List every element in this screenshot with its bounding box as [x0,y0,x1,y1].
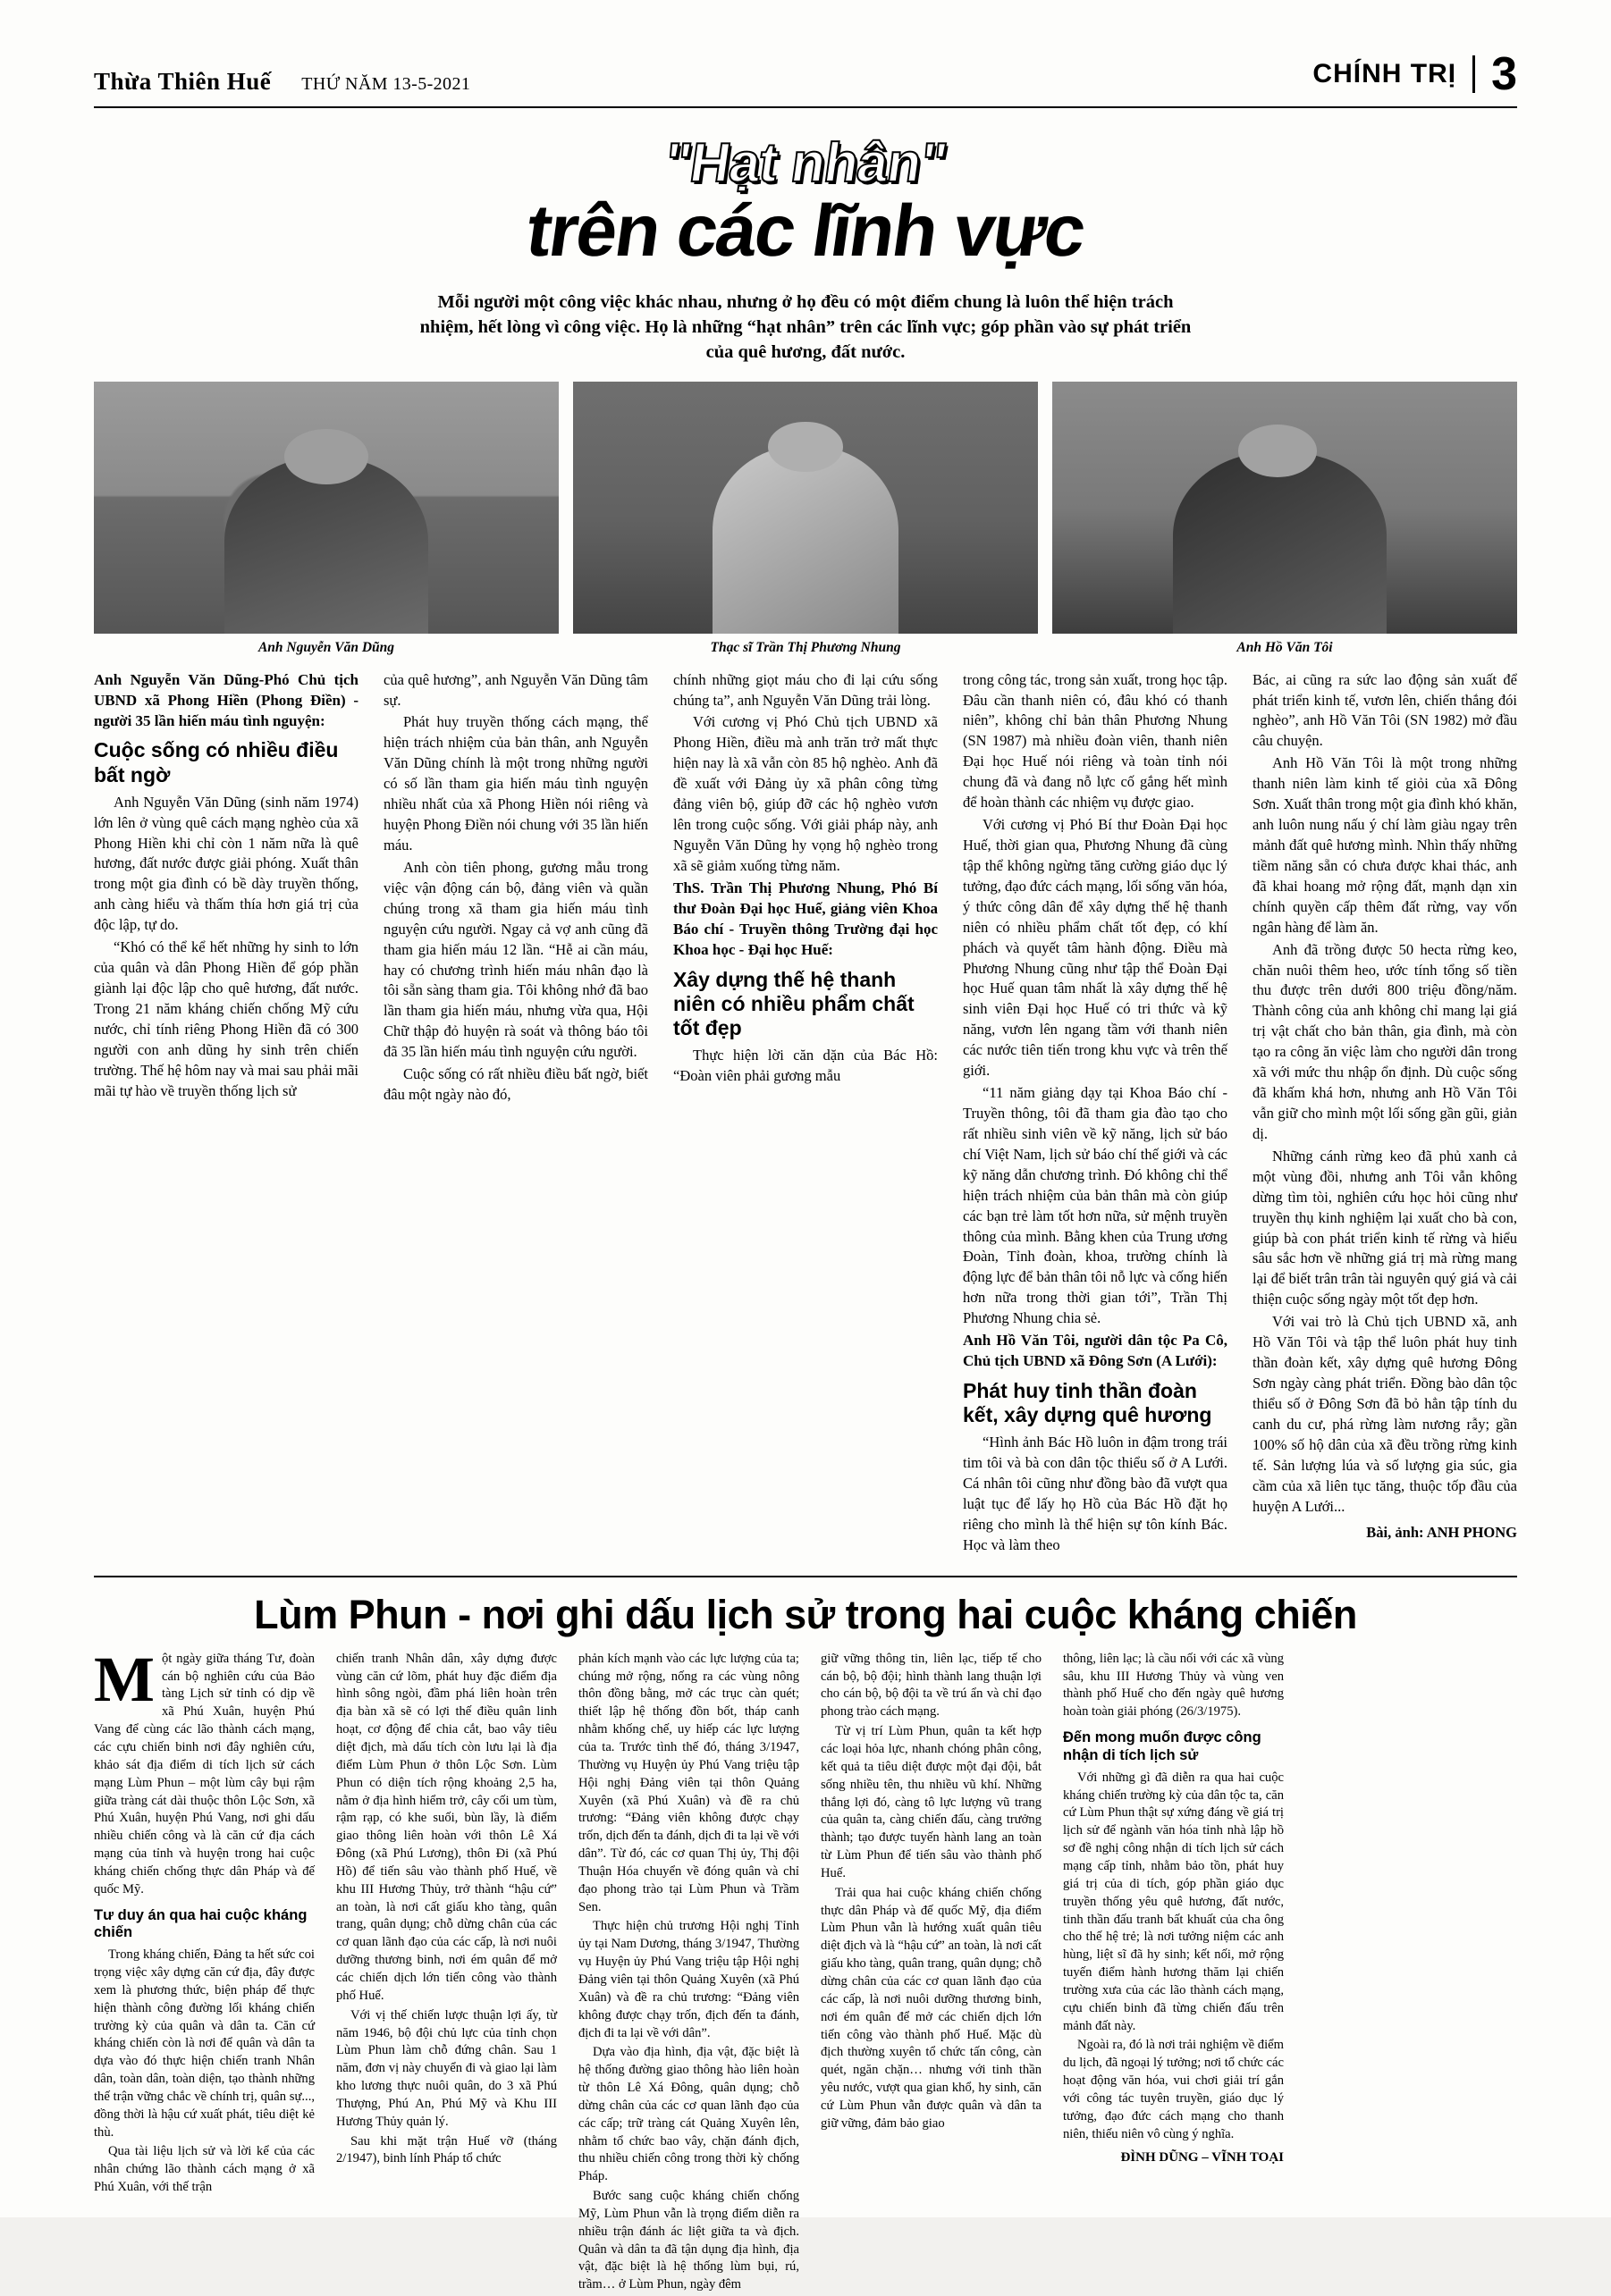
body-paragraph: Anh Nguyễn Văn Dũng (sinh năm 1974) lớn lên ở vùng quê cách mạng nghèo của xã Phong Hiền khi chỉ còn 1 năm nữa là quê hương, đất nước được giải phóng. Xuất thân trong một gia đình có bề dày truyền thống, anh càng hiểu và thấm thía hơn giá trị của độc lập, tự do. [94,793,358,934]
photo-caption: Anh Nguyễn Văn Dũng [257,639,395,655]
paper-name: Thừa Thiên Huế [94,67,272,95]
article1-columns [94,670,1517,1558]
photo-caption: Thạc sĩ Trần Thị Phương Nhung [710,639,901,655]
body-paragraph: Anh đã trồng được 50 hecta rừng keo, chăn nuôi thêm heo, ước tính tổng số tiền thu được trên dưới 800 triệu đồng/năm. Thành công của anh không chỉ mang lại giá trị vật chất cho bản thân, gia đình, mà còn tạo ra công ăn việc làm cho người dân trong xã với mức thu nhập ổn định. Dù cuộc sống đã khấm khá hơn, nhưng anh Hồ Văn Tôi vẫn giữ cho mình một lối sống gần gũi, giản dị. [1253,940,1517,1142]
body-paragraph: chiến tranh Nhân dân, xây dựng được vùng căn cứ lõm, phát huy đặc điểm địa hình sông ngòi, đầm phá liên hoàn trên địa bàn xã sẽ có lợi thế điều quân linh hoạt, cơ động để chia cắt, bao vây tiêu diệt địch, mà dấu tích còn lưu lại là địa điểm Lùm Phun ở thôn Lộc Sơn. Lùm Phun có diện tích rộng khoảng 2,5 ha, nằm ở địa hình hiểm trở, cây cối um tùm, rậm rạp, có khe suối, bùn lầy, là điểm giao thông liên hoàn với thôn Lê Xá Đông (xã Phú Lương), thôn Đi (xã Phú Hồ) để tiến sâu vào thành phố Huế, về khu III Hương Thủy, trở thành “hậu cứ” an toàn, là nơi cất giấu kho tàng, quân trang, quân dụng; chỗ dừng chân của các cơ quan lãnh đạo của các cấp, là nơi nuôi dưỡng thương binh, nơi ém quân để mở các chiến dịch lớn tiến công vào thành phố Huế. [336,1651,557,2003]
body-paragraph: Anh còn tiên phong, gương mẫu trong việc vận động cán bộ, đảng viên và quần chúng trong xã tham gia hiến máu tình nguyện cứu người. Ngay cả vợ anh cũng đã tham gia hiến máu 12 lần. “Hễ ai cần máu, hay có chương trình hiến máu nhân đạo là tôi sẵn sàng tham gia. Tôi không nhớ đã bao lần tham gia hiến máu, nhưng vừa qua, Hội Chữ thập đỏ huyện rà soát và thông báo tôi đã 35 lần hiến máu tình nguyện cứu người. [384,858,648,1061]
article-divider [94,1576,1517,1577]
section-title: CHÍNH TRỊ [1312,59,1457,89]
photo-tran-thi-phuong-nhung [573,382,1038,634]
body-paragraph: thông, liên lạc; là cầu nối với các xã vùng sâu, khu III Hương Thủy và vùng ven thành phố Huế cho đến ngày quê hương hoàn toàn giải phóng (26/3/1975). [1063,1651,1284,1720]
photo-item [573,382,1038,656]
article-hat-nhan [94,131,1517,1558]
drop-cap: M [94,1643,155,1715]
body-paragraph: “Khó có thể kể hết những hy sinh to lớn của quân và dân Phong Hiền để góp phần giành lại độc lập cho quê hương, đất nước. Trong 21 năm kháng chiến chống Mỹ cứu nước, chỉ tính riêng Phong Hiền đã có 300 người con anh dũng hy sinh trên chiến trường. Thế hệ hôm nay và mai sau phải mãi mãi tự hào về truyền thống lịch sử [94,938,358,1099]
body-paragraph: chính những giọt máu cho đi lại cứu sống chúng ta”, anh Nguyễn Văn Dũng trải lòng. [673,670,938,709]
body-paragraph: Từ vị trí Lùm Phun, quân ta kết hợp các loại hỏa lực, nhanh chóng phân công, kết quả ta tiêu diệt được một đại đội, bắt sống nhiều tên, thu nhiều vũ khí. Những thắng lợi đó, càng tô lực lượng vũ trang của quân ta, càng chiến đấu, càng trưởng thành; tạo được tuyến hành lang an toàn từ Lùm Phun để tiến sâu vào thành phố Huế. [821,1724,1042,1880]
interviewee-intro: Anh Nguyễn Văn Dũng-Phó Chủ tịch UBND xã Phong Hiền (Phong Điền) - người 35 lần hiến máu tình nguyện: [94,670,358,729]
article2-column-2 [336,1651,557,2296]
page-number: 3 [1491,48,1517,100]
photo-item [94,382,559,656]
body-paragraph: Với vai trò là Chủ tịch UBND xã, anh Hồ Văn Tôi và tập thể luôn phát huy tinh thần đoàn kết, xây dựng quê hương Đông Sơn ngày càng phát triển. Đồng bào dân tộc thiểu số ở Đông Sơn đã bỏ hẳn tập tính du canh du cư, phá rừng làm nương rẫy; gần 100% số hộ dân của xã đều trồng rừng kinh tế. Sản lượng lúa và số lượng gia súc, gia cầm của xã liên tục tăng, thuộc tốp đầu của huyện A Lưới... [1253,1313,1517,1515]
body-paragraph: Bác, ai cũng ra sức lao động sản xuất để phát triển kinh tế, vươn lên, chiến thắng đói nghèo”, anh Hồ Văn Tôi (SN 1982) mở đầu câu chuyện. [1253,670,1517,750]
article1-column-5 [1253,670,1517,1558]
photo-item [1052,382,1517,656]
article1-byline: Bài, ảnh: ANH PHONG [1366,1524,1517,1542]
body-paragraph: “11 năm giảng dạy tại Khoa Báo chí - Truyền thông, tôi đã tham gia đào tạo cho rất nhiều sinh viên về kỹ năng, lịch sử báo chí Việt Nam, lịch sử báo chí thế giới và các kỹ năng dẫn chương trình. Đó không chỉ thể hiện trách nhiệm của bản thân mà còn giúp các bạn trẻ làm tốt hơn nữa, sử mệnh truyền thông của mình. Bằng khen của Trung ương Đoàn, Tỉnh đoàn, khoa, trường chính là động lực để bản thân tôi nỗ lực và cống hiến hơn nữa trong thời gian tới”, Trần Thị Phương Nhung chia sẻ. [963,1084,1227,1327]
body-paragraph: Dựa vào địa hình, địa vật, đặc biệt là hệ thống đường giao thông hào liên hoàn từ thôn Lê Xá Đông, quân dụng; chỗ dừng chân của các cơ quan lãnh đạo của các cấp; trữ tràng cát Quảng Xuyên lên, nhằm tổ chức bao vây, chặn đánh địch, thu nhiều chiến công trong thời kỳ chống Pháp. [578,2045,799,2184]
body-paragraph: Những cánh rừng keo đã phủ xanh cả một vùng đồi, nhưng anh Tôi vẫn không dừng tìm tòi, nghiên cứu học hỏi cũng như truyền thụ kinh nghiệm lại xuất cho bà con, giúp bà con phát triển kinh tế rừng và hiểu sâu sắc hơn về những giá trị mà rừng mang lại để biết trân trân tài nguyên quý giá và cải thiện cuộc sống ngày một tốt đẹp hơn. [1253,1147,1517,1308]
photo-nguyen-van-dung [94,382,559,634]
article1-subhead-2: Xây dựng thế hệ thanh niên có nhiều phẩm chất tốt đẹp [673,967,915,1039]
article2-column-4 [821,1651,1042,2296]
masthead [94,48,1517,101]
interviewee-intro: ThS. Trần Thị Phương Nhung, Phó Bí thư Đoàn Đại học Huế, giảng viên Khoa Báo chí - Truyền thông Trường đại học Khoa học - Đại học Huế: [673,879,938,958]
masthead-divider [1472,55,1475,93]
body-paragraph: Qua tài liệu lịch sử và lời kể của các nhân chứng lão thành cách mạng ở xã Phú Xuân, với thế trận [94,2144,315,2195]
body-paragraph: Anh Hồ Văn Tôi là một trong những thanh niên làm kinh tế giỏi của xã Đông Sơn. Xuất thân trong một gia đình khó khăn, anh luôn nung nấu ý chí làm giàu ngay trên mảnh đất quê hương mình. Nhìn thấy những tiềm năng sẵn có chưa được khai thác, anh đã khai hoang mở rộng đất, mạnh dạn xin chính quyền cấp thêm đất rừng, vay vốn ngân hàng để làm ăn. [1253,754,1517,936]
body-paragraph: Với cương vị Phó Bí thư Đoàn Đại học Huế, thời gian qua, Phương Nhung đã cùng tập thể không ngừng tăng cường giáo dục lý tưởng, đạo đức cách mạng, lối sống văn hóa, ý thức công dân để xây dựng thế hệ thanh niên có nhiều phẩm chất tốt đẹp, có khí phách và quyết tâm hành động. Điều mà Phương Nhung cũng như tập thể Đoàn Đại học Huế quan tâm nhất là xây dựng thế hệ sinh viên Đại học Huế có tri thức và kỹ năng, vươn lên ngang tầm với thanh niên các nước tiên tiến trong khu vực và trên thế giới. [963,816,1227,1080]
body-paragraph: Sau khi mặt trận Huế vỡ (tháng 2/1947), binh lính Pháp tổ chức [336,2133,557,2166]
article1-subhead-3: Phát huy tinh thần đoàn kết, xây dựng quê hương [963,1379,1212,1427]
body-paragraph: giữ vững thông tin, liên lạc, tiếp tế cho cán bộ, bộ đội; hình thành lang thuận lợi cho cán bộ, bộ đội ta về trú ẩn và chỉ đạo phong trào cách mạng. [821,1651,1042,1720]
masthead-rule [94,106,1517,108]
body-paragraph: Với cương vị Phó Chủ tịch UBND xã Phong Hiền, điều mà anh trăn trở mất thực hiện nay là xã vẫn còn 85 hộ nghèo. Anh đã đề xuất với Đảng ủy xã phân công từng đảng viên bộ, giúp đỡ các hộ nghèo vươn lên trong cuộc sống. Với giải pháp này, anh Nguyễn Văn Dũng hy vọng hộ nghèo trong xã sẽ giảm xuống từng năm. [673,713,938,874]
body-paragraph: Thực hiện chủ trương Hội nghị Tỉnh ủy tại Nam Dương, tháng 3/1947, Thường vụ Huyện ủy Phú Vang triệu tập Hội nghị Đảng viên tại thôn Quảng Xuyên (xã Phú Xuân) và đề ra chủ trương: “Đảng viên không được chạy trốn, địch đến ta đánh, địch đi ta lại về với dân”. [578,1919,799,2040]
article1-column-2 [384,670,648,1558]
article1-kicker: "Hạt nhân" [661,131,950,194]
article1-photo-row [94,382,1517,656]
body-paragraph: của quê hương”, anh Nguyễn Văn Dũng tâm sự. [384,670,648,709]
article1-standfirst: Mỗi người một công việc khác nhau, nhưng ở họ đều có một điểm chung là luôn thể hiện trách nhiệm, hết lòng vì công việc. Họ là những “hạt nhân” trên các lĩnh vực; góp phần vào sự phát triển của quê hương, đất nước. [419,291,1192,363]
photo-ho-van-toi [1052,382,1517,634]
body-paragraph: Phát huy truyền thống cách mạng, thể hiện trách nhiệm của bản thân, anh Nguyễn Văn Dũng chính là một trong những người có số lần tham gia hiến máu tình nguyện nhiều nhất của xã Phong Hiền nói riêng và huyện Phong Điền nói chung với 35 lần hiến máu. [384,713,648,854]
article1-column-4 [963,670,1227,1558]
article2-byline: ĐÌNH DŨNG – VĨNH TOẠI [1120,2150,1284,2166]
lead-text: ột ngày giữa tháng Tư, đoàn cán bộ nghiên cứu của Bảo tàng Lịch sử tỉnh có dịp về xã Phú Xuân, huyện Phú Vang để cùng các lão thành cách mạng, các cựu chiến binh nơi đây nghiên cứu, khảo sát địa điểm di tích lịch sử cách mạng Lùm Phun – một lùm cây bụi rậm giữa tràng cát dài thuộc thôn Lộc Sơn, xã Phú Xuân, huyện Phú Vang, nơi ghi dấu nhiều chiến công và là căn cứ địa cách mạng của tỉnh và huyện trong hai cuộc kháng chiến chống thực dân Pháp và đế quốc Mỹ. [94,1651,315,1897]
photo-caption: Anh Hồ Văn Tôi [1236,639,1333,655]
body-paragraph: Bước sang cuộc kháng chiến chống Mỹ, Lùm Phun vẫn là trọng điểm diễn ra nhiều trận đánh ác liệt giữa ta và địch. Quân và dân ta đã tận dụng địa hình, địa vật, đặc biệt là hệ thống lùm bụi, rú, trầm… ở Lùm Phun, ngày đêm [578,2189,799,2292]
article2-subhead-1: Tư duy án qua hai cuộc kháng chiến [94,1906,308,1941]
body-paragraph: Thực hiện lời căn dặn của Bác Hồ: “Đoàn viên phải gương mẫu [673,1046,938,1084]
article2-columns [94,1643,1517,2296]
article1-headline-block [358,131,1253,273]
article2-column-5 [1063,1651,1284,2296]
article2-column-1 [94,1643,315,2296]
article1-headline: trên các lĩnh vực [521,189,1090,272]
body-paragraph: Ngoài ra, đó là nơi trải nghiệm về điểm du lịch, đã ngoại lý tưởng; nơi tổ chức các hoạt động văn hóa, vui chơi giải trí gắn với công tác tuyên truyền, giáo dục lý tưởng, đạo đức cách mạng cho thanh niên, thiếu niên vô cùng ý nghĩa. [1063,2038,1284,2141]
article2-subhead-2: Đến mong muốn được công nhận di tích lịch sử [1063,1729,1261,1763]
article1-column-1 [94,670,358,1558]
article2-column-3 [578,1651,799,2296]
body-paragraph: “Hình ảnh Bác Hồ luôn in đậm trong trái tim tôi và bà con dân tộc thiểu số ở A Lưới. Cá nhân tôi cũng như đồng bào đã vượt qua luật tục để lấy họ Hồ của Bác Hồ đặt họ riêng cho mình là thể hiện sự tôn kính Bác. Học và làm theo [963,1434,1227,1553]
body-paragraph: Trong kháng chiến, Đảng ta hết sức coi trọng việc xây dựng căn cứ địa, đây được xem là phương thức, biện pháp để thực hiện thành công đường lối kháng chiến trường kỳ của quân và dân ta. Căn cứ kháng chiến còn là nơi để quân và dân ta dựa vào đó thực hiện chiến tranh Nhân dân, toàn dân, toàn diện, tạo thành những thế trận vững chắc về chính trị, quân sự..., đồng thời là hậu cứ xuất phát, tiêu diệt kẻ thù. [94,1947,315,2140]
body-paragraph: Cuộc sống có rất nhiều điều bất ngờ, biết đâu một ngày nào đó, [384,1065,648,1104]
body-paragraph: trong công tác, trong sản xuất, trong học tập. Đâu cần thanh niên có, đâu khó có thanh niên”, không chỉ bản thân Phương Nhung (SN 1987) mà nhiều đoàn viên, thanh niên Đại học Huế nói riêng và toàn tỉnh nói chung đã và đang nỗ lực cố gắng hết mình để hoàn thành các nhiệm vụ được giao. [963,670,1227,812]
issue-date: THỨ NĂM 13-5-2021 [301,73,471,94]
interviewee-intro: Anh Hồ Văn Tôi, người dân tộc Pa Cô, Chủ tịch UBND xã Đông Sơn (A Lưới): [963,1332,1227,1370]
body-paragraph: Trải qua hai cuộc kháng chiến chống thực dân Pháp và đế quốc Mỹ, địa điểm Lùm Phun vẫn là hướng xuất quân tiêu diệt địch và là “hậu cứ” an toàn, là nơi cất giấu kho tàng, quân trang, quân dụng; chỗ dừng chân của các cơ quan lãnh đạo của các cấp, là nơi nuôi dưỡng thương binh, nơi ém quân để mở các chiến dịch lớn tiến công vào thành phố Huế. Mặc dù địch thường xuyên tổ chức tấn công, càn quét, ngăn chặn… nhưng với tinh thần yêu nước, vượt qua gian khổ, hy sinh, căn cứ Lùm Phun vẫn được quân và dân ta giữ vững, đảm bảo giao [821,1885,1042,2131]
article1-subhead-1: Cuộc sống có nhiều điều bất ngờ [94,738,339,786]
body-paragraph: phản kích mạnh vào các lực lượng của ta; chúng mở rộng, nống ra các vùng nông thôn đồng bằng, mở các trục càn quét; thiết lập hệ thống đồn bốt, tháp canh nhằm khống chế, uy hiếp các lực lượng của ta. Trước tình thế đó, tháng 3/1947, Thường vụ Huyện ủy Phú Vang triệu tập Hội nghị Đảng viên tại thôn Quảng Xuyên (xã Phú Xuân) và đề ra chủ trương: “Đảng viên không được chạy trốn, dịch đến ta đánh, dịch đi ta lại về với dân”. Từ đó, các cơ quan Thị ủy, Thị đội Thuận Hóa chuyển về đóng quân và chỉ đạo phong trào tại Lùm Phun và Trầm Sen. [578,1651,799,1914]
article-lum-phun [94,1592,1517,2296]
body-paragraph: Với vị thế chiến lược thuận lợi ấy, từ năm 1946, bộ đội chủ lực của tỉnh chọn Lùm Phun làm chỗ đứng chân. Sau 1 năm, đơn vị này chuyển đi và giao lại làm kho lương thực nuôi quân, do 3 xã Phú Thượng, Phú An, Phú Mỹ và Khu III Hương Thủy quản lý. [336,2007,557,2129]
article1-column-3 [673,670,938,1558]
body-paragraph-lead [94,1643,315,1899]
article2-headline: Lùm Phun - nơi ghi dấu lịch sử trong hai cuộc kháng chiến [254,1591,1357,1637]
body-paragraph: Với những gì đã diễn ra qua hai cuộc kháng chiến trường kỳ của dân tộc ta, căn cứ Lùm Phun thật sự xứng đáng về giá trị lịch sử để ngành văn hóa tỉnh nhà lập hồ sơ đề nghị công nhận di tích lịch sử cách mạng cấp tỉnh, nhằm bảo tồn, phát huy giá trị của di tích, góp phần giáo dục truyền thống yêu quê hương, đất nước, tinh thần đấu tranh bất khuất của cha ông cho thế hệ trẻ; là nơi tưởng niệm các anh hùng, liệt sĩ đã hy sinh; kết nối, mở rộng tuyến điểm hành hương thăm lại chiến trường xưa của các lão thành cách mạng, cựu chiến binh đã từng chiến đấu trên mảnh đất này. [1063,1770,1284,2033]
